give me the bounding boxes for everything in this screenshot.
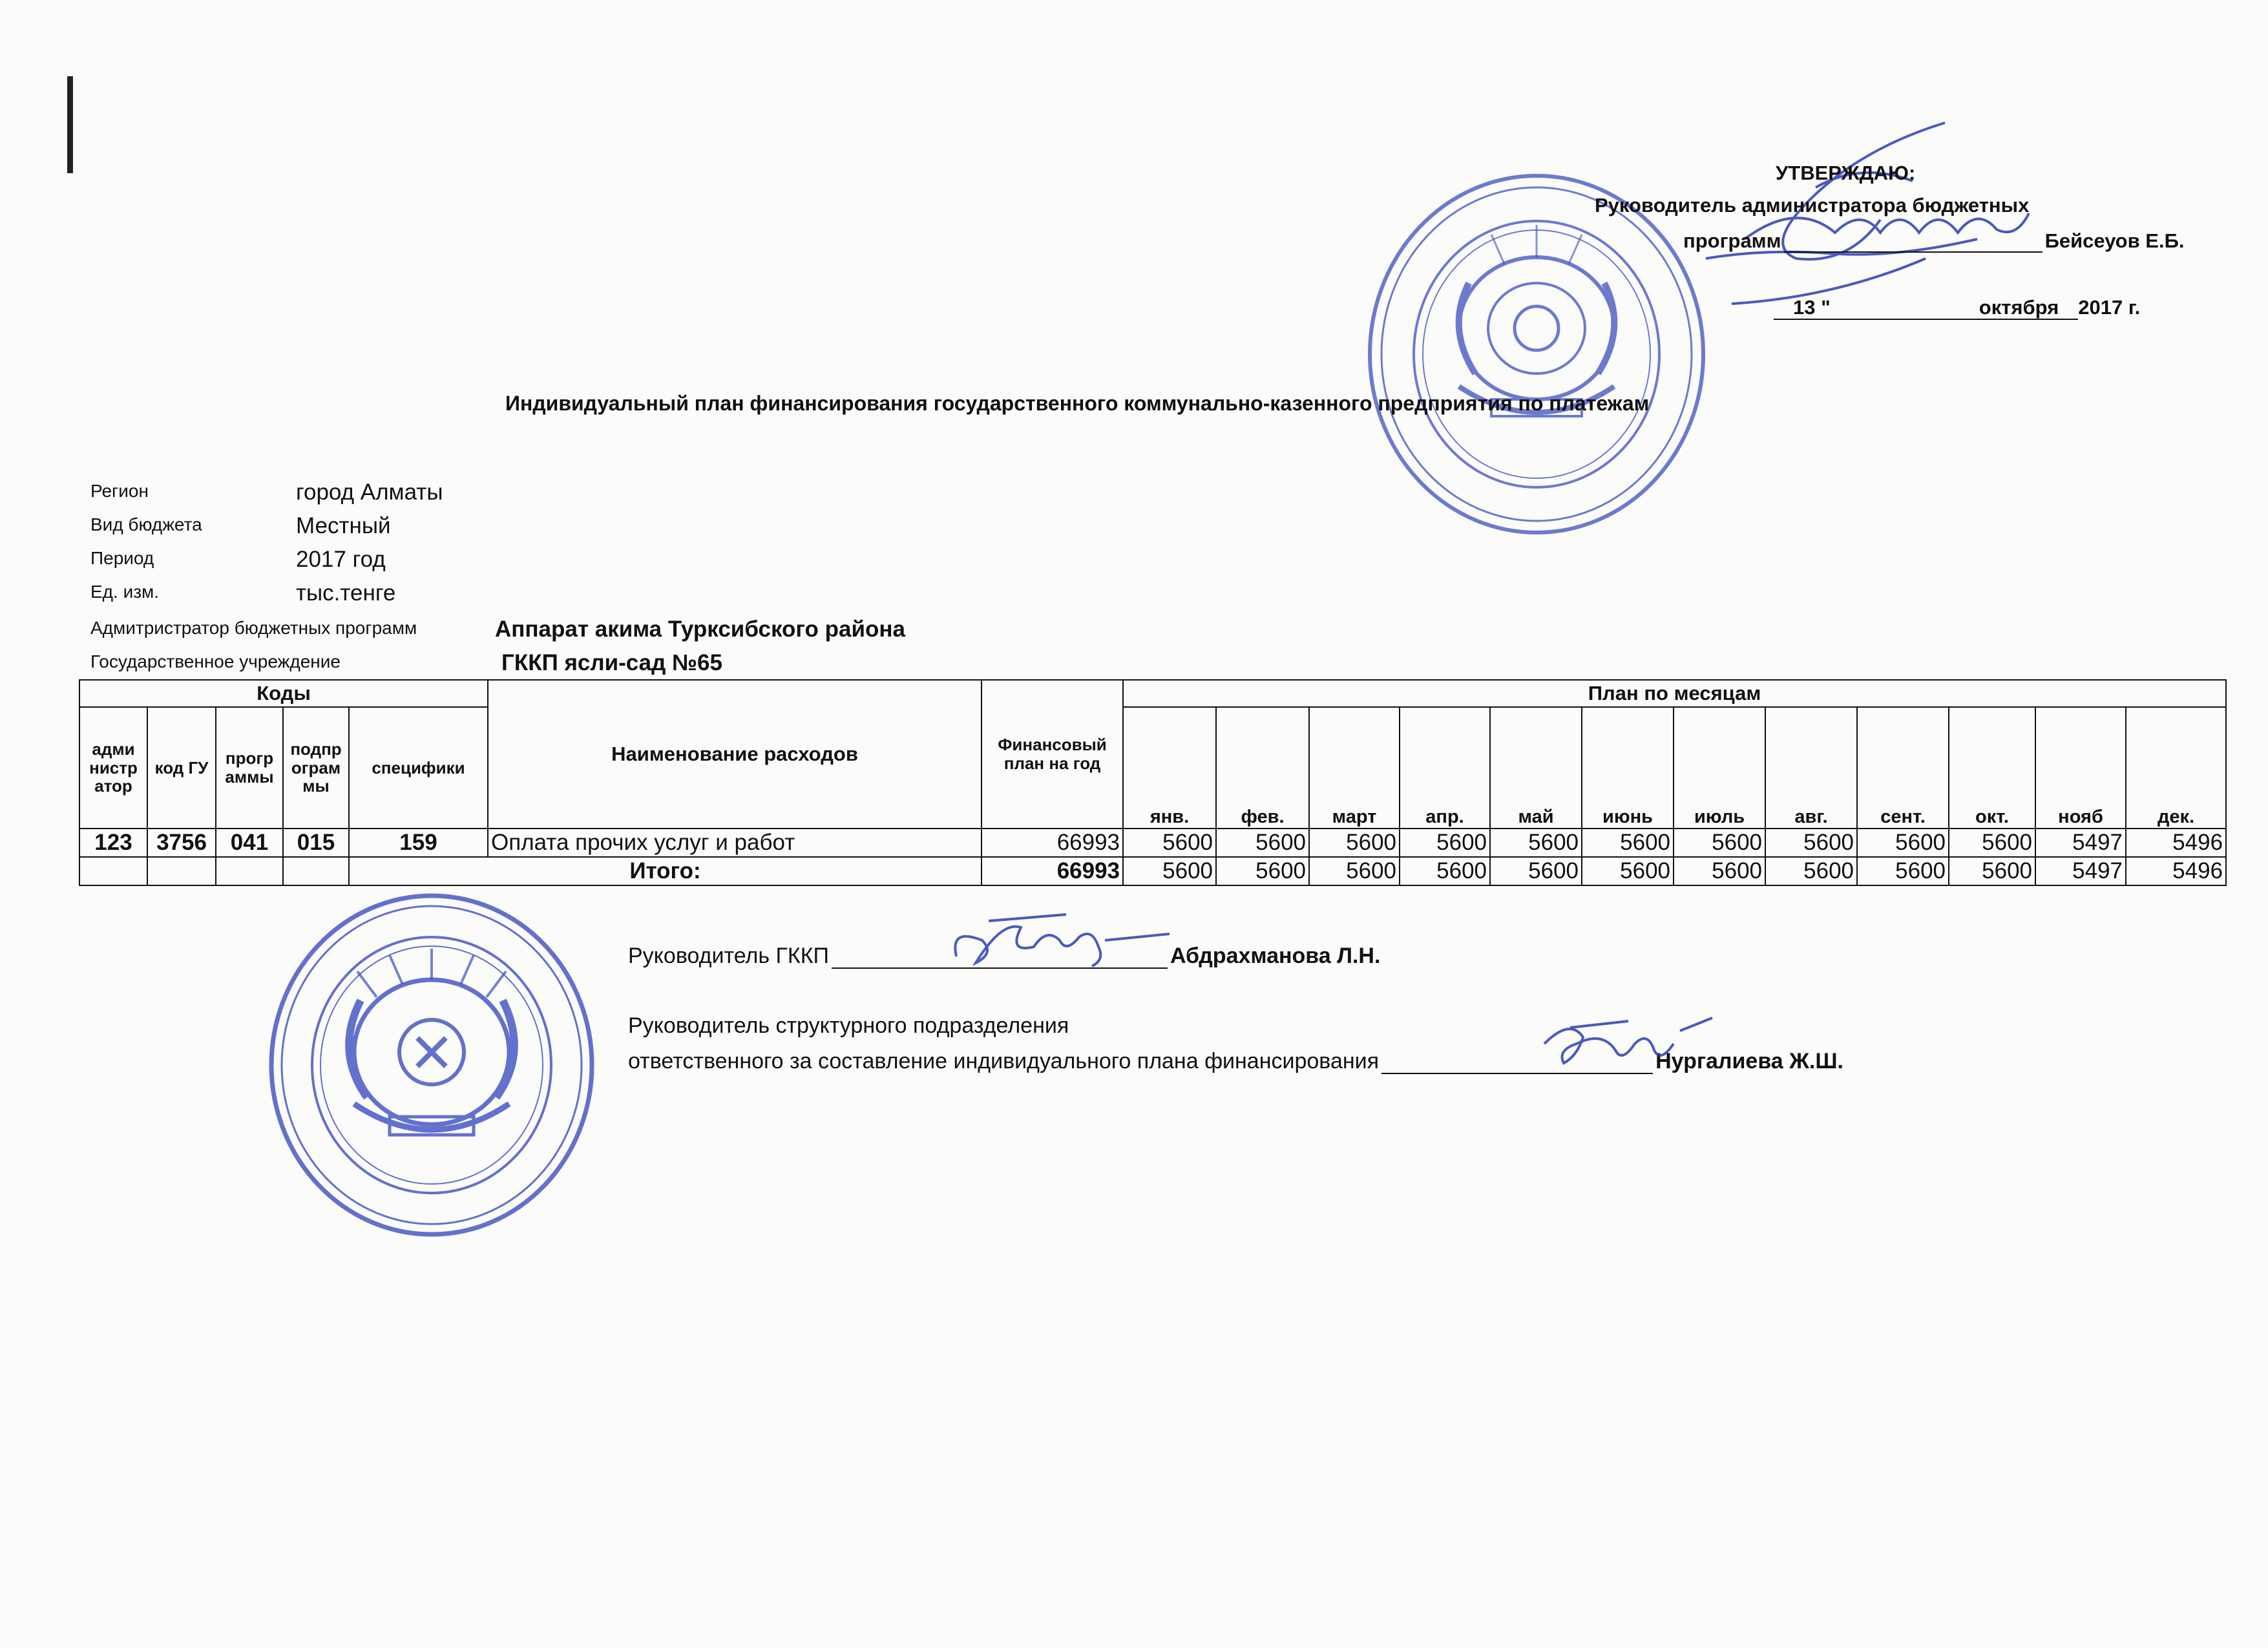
- cell-month-oct: 5600: [1949, 829, 2035, 857]
- header-month-aug: авг.: [1765, 707, 1857, 829]
- cell-month-jul: 5600: [1674, 829, 1765, 857]
- total-empty-subprogram: [283, 857, 349, 885]
- info-label-region: Регион: [90, 481, 149, 501]
- info-label-institution: Государственное учреждение: [90, 651, 341, 671]
- header-month-dec: дек.: [2126, 707, 2226, 829]
- header-month-apr: апр.: [1400, 707, 1490, 829]
- header-month-sep: сент.: [1857, 707, 1949, 829]
- header-month-may: май: [1490, 707, 1582, 829]
- institution-stamp: [264, 891, 600, 1240]
- table-row: [79, 829, 2226, 857]
- approval-line2-prefix: программ: [1683, 229, 1781, 252]
- total-empty-gu: [147, 857, 216, 885]
- header-fin-plan: Финансовый план на год: [982, 680, 1123, 829]
- info-value-budget-type: Местный: [296, 513, 391, 538]
- cell-month-dec: 5496: [2126, 829, 2226, 857]
- info-label-unit: Ед. изм.: [90, 582, 160, 602]
- info-label-period: Период: [90, 548, 154, 568]
- document-title: Индивидуальный план финансирования государственного коммунально-казенного предприятия по платежам: [505, 392, 1650, 415]
- total-month-mar: 5600: [1309, 857, 1400, 885]
- approval-stamp: [1362, 167, 1711, 542]
- cell-month-nov: 5497: [2035, 829, 2126, 857]
- cell-subprogram: 015: [283, 829, 349, 857]
- total-empty-admin: [79, 857, 147, 885]
- approval-signature-line: [1784, 233, 2042, 253]
- header-codes: Коды: [79, 680, 488, 707]
- approval-signer: Бейсеуов Е.Б.: [2044, 229, 2185, 252]
- total-month-jun: 5600: [1582, 857, 1674, 885]
- head-label: Руководитель ГККП: [628, 944, 829, 968]
- info-label-administrator: Адмитристратор бюджетных программ: [90, 618, 417, 638]
- total-month-dec: 5496: [2126, 857, 2226, 885]
- total-month-jan: 5600: [1123, 857, 1216, 885]
- cell-month-jun: 5600: [1582, 829, 1674, 857]
- approval-date: [1774, 296, 2140, 320]
- cell-admin: 123: [79, 829, 147, 857]
- header-month-oct: окт.: [1949, 707, 2035, 829]
- head-signature: [937, 902, 1182, 986]
- cell-month-sep: 5600: [1857, 829, 1949, 857]
- header-month-nov: нояб: [2035, 707, 2126, 829]
- total-month-feb: 5600: [1216, 857, 1309, 885]
- struct-head-label: ответственного за составление индивидуального плана финансирования: [628, 1049, 1380, 1073]
- cell-fin-plan: 66993: [982, 829, 1123, 857]
- cell-month-aug: 5600: [1765, 829, 1857, 857]
- header-row-1: [79, 680, 2226, 707]
- header-month-feb: фев.: [1216, 707, 1309, 829]
- total-month-apr: 5600: [1400, 857, 1490, 885]
- header-month-jul: июль: [1674, 707, 1765, 829]
- header-monthly-plan: План по месяцам: [1123, 680, 2226, 707]
- approval-date-day: 13 ": [1774, 296, 1850, 320]
- struct-head-line1: Руководитель структурного подразделения: [628, 1013, 1069, 1038]
- total-month-oct: 5600: [1949, 857, 2035, 885]
- approval-line2: [1683, 229, 2184, 253]
- total-month-may: 5600: [1490, 857, 1582, 885]
- header-specifics: специфики: [349, 707, 488, 829]
- edge-mark: [67, 76, 73, 173]
- info-value-unit: тыс.тенге: [296, 580, 396, 606]
- approval-line1: Руководитель администратора бюджетных: [1595, 194, 2030, 217]
- header-admin: адми нистр атор: [79, 707, 147, 829]
- cell-month-apr: 5600: [1400, 829, 1490, 857]
- financing-plan-table: [79, 679, 2227, 886]
- approval-date-year: 2017 г.: [2078, 296, 2141, 319]
- cell-month-jan: 5600: [1123, 829, 1216, 857]
- struct-head-signature: [1531, 1005, 1725, 1083]
- struct-head-name: Нургалиева Ж.Ш.: [1655, 1049, 1843, 1073]
- header-gu: код ГУ: [147, 707, 216, 829]
- info-label-budget-type: Вид бюджета: [90, 514, 202, 534]
- header-month-jun: июнь: [1582, 707, 1674, 829]
- cell-month-may: 5600: [1490, 829, 1582, 857]
- table-total-row: [79, 857, 2226, 885]
- approval-date-month: октября: [1960, 296, 2079, 320]
- cell-expense-name: Оплата прочих услуг и работ: [488, 829, 982, 857]
- info-value-institution: ГККП ясли-сад №65: [501, 650, 722, 675]
- total-empty-program: [216, 857, 283, 885]
- total-fin-plan: 66993: [982, 857, 1123, 885]
- info-value-region: город Алматы: [296, 480, 443, 505]
- header-expense-name: Наименование расходов: [488, 680, 982, 829]
- total-label: Итого:: [349, 857, 982, 885]
- cell-specifics: 159: [349, 829, 488, 857]
- total-month-jul: 5600: [1674, 857, 1765, 885]
- cell-month-feb: 5600: [1216, 829, 1309, 857]
- total-month-nov: 5497: [2035, 857, 2126, 885]
- cell-month-mar: 5600: [1309, 829, 1400, 857]
- info-value-administrator: Аппарат акима Турксибского района: [495, 617, 905, 642]
- header-program: прогр аммы: [216, 707, 283, 829]
- head-name: Абдрахманова Л.Н.: [1170, 944, 1381, 968]
- header-subprogram: подпр ограм мы: [283, 707, 349, 829]
- total-month-aug: 5600: [1765, 857, 1857, 885]
- header-month-mar: март: [1309, 707, 1400, 829]
- info-value-period: 2017 год: [296, 547, 386, 572]
- approval-title: УТВЕРЖДАЮ:: [1776, 162, 1916, 184]
- header-month-jan: янв.: [1123, 707, 1216, 829]
- total-month-sep: 5600: [1857, 857, 1949, 885]
- cell-gu: 3756: [147, 829, 216, 857]
- cell-program: 041: [216, 829, 283, 857]
- header-row-2: [79, 707, 2226, 725]
- approval-date-blank: [1850, 301, 1960, 320]
